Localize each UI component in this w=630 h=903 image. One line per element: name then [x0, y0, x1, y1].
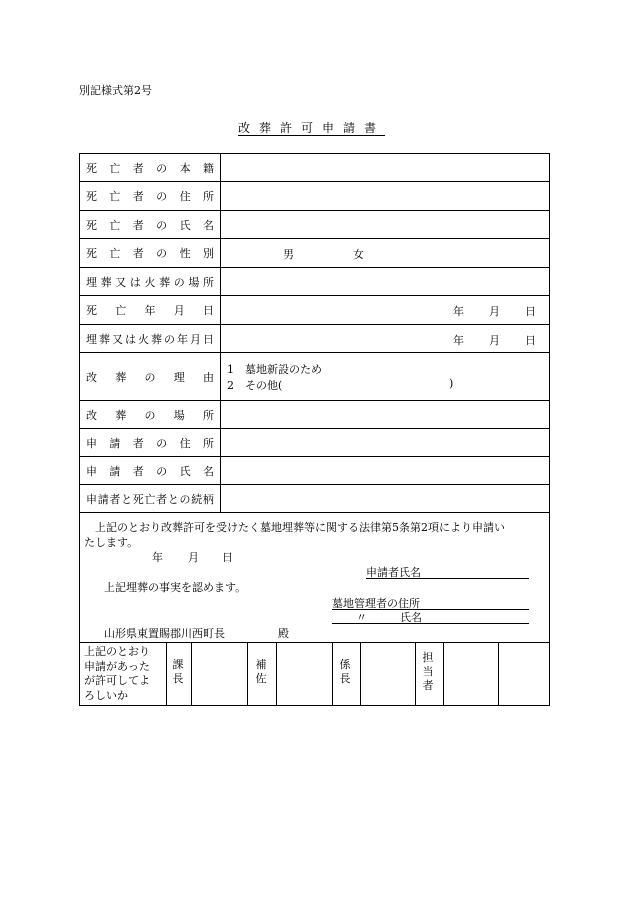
label-relationship: 申 請 者 と 死 亡 者 と の 続 柄: [80, 485, 221, 512]
reason-other-close-paren: ): [449, 377, 454, 390]
field-burial-date[interactable]: [221, 325, 549, 352]
field-relationship[interactable]: [221, 485, 549, 512]
applicant-name-line[interactable]: [366, 578, 529, 579]
burial-date-year: 年: [453, 334, 464, 347]
field-death-date[interactable]: [221, 296, 549, 324]
stamp-box-kakaricho[interactable]: [361, 643, 415, 705]
addressee: 山形県東置賜郡川西町長: [104, 627, 225, 640]
applicant-name-label: 申請者氏名: [366, 566, 421, 579]
row-reburial-place: [80, 401, 549, 429]
field-deceased-sex: [221, 239, 549, 267]
label-deceased-domicile: 死 亡 者 の 本 籍: [80, 154, 221, 181]
row-deceased-domicile: [80, 154, 549, 182]
option-male[interactable]: 男: [283, 248, 294, 261]
label-applicant-address: 申 請 者 の 住 所: [80, 429, 221, 456]
manager-name-line[interactable]: [332, 623, 529, 624]
row-applicant-address: [80, 429, 549, 457]
field-deceased-name[interactable]: [221, 211, 549, 238]
field-applicant-address[interactable]: [221, 429, 549, 456]
ditto-mark: 〃: [356, 611, 367, 624]
label-applicant-name: 申 請 者 の 氏 名: [80, 457, 221, 484]
stamp-box-hosa[interactable]: [277, 643, 332, 705]
label-hosa: 補 佐: [255, 658, 267, 685]
row-deceased-address: [80, 182, 549, 211]
label-death-date: 死 亡 年 月 日: [80, 296, 221, 324]
manager-address-label: 墓地管理者の住所: [332, 597, 420, 610]
stamp-box-tanto-1[interactable]: [444, 643, 498, 705]
row-deceased-name: [80, 211, 549, 239]
row-relationship: [80, 485, 549, 513]
field-burial-place[interactable]: [221, 268, 549, 295]
label-kakaricho: 係 長: [339, 658, 351, 685]
application-form-table: [79, 153, 550, 706]
row-death-date: [80, 296, 549, 325]
field-reburial-place[interactable]: [221, 401, 549, 428]
approval-section: [80, 643, 549, 705]
field-deceased-domicile[interactable]: [221, 154, 549, 181]
form-title: 改葬許可申請書: [238, 121, 386, 135]
burial-date-month: 月: [489, 334, 500, 347]
field-reburial-reason: [221, 353, 549, 400]
declaration-line1: 上記のとおり改葬許可を受けたく墓地埋葬等に関する法律第5条第2項により申請い: [95, 521, 505, 534]
death-date-day: 日: [525, 305, 536, 318]
burial-date-day: 日: [525, 334, 536, 347]
reason-new-cemetery[interactable]: 1 墓地新設のため: [227, 363, 322, 376]
stamp-box-kacho[interactable]: [192, 643, 247, 705]
row-burial-date: [80, 325, 549, 353]
reason-other[interactable]: 2 その他(: [227, 379, 283, 392]
label-deceased-name: 死 亡 者 の 氏 名: [80, 211, 221, 238]
declaration-date-day: 日: [222, 551, 233, 564]
approval-question: 上記のとおり 申請があった が許可してよ ろしいか: [84, 645, 150, 702]
row-burial-place: [80, 268, 549, 296]
row-reburial-reason: [80, 353, 549, 401]
declaration-date-year: 年: [152, 551, 163, 564]
declaration-date-month: 月: [188, 551, 199, 564]
field-applicant-name[interactable]: [221, 457, 549, 484]
field-deceased-address[interactable]: [221, 182, 549, 210]
label-burial-date: 埋 葬 又 は 火 葬 の 年 月 日: [80, 325, 221, 352]
label-reburial-reason: 改 葬 の 理 由: [80, 353, 221, 400]
declaration-line2: たします。: [84, 536, 139, 549]
label-kacho: 課 長: [172, 658, 184, 685]
label-deceased-sex: 死 亡 者 の 性 別: [80, 239, 221, 267]
row-deceased-sex: [80, 239, 549, 268]
stamp-box-tanto-2[interactable]: [499, 643, 549, 705]
death-date-year: 年: [453, 305, 464, 318]
option-female[interactable]: 女: [353, 248, 364, 261]
label-burial-place: 埋 葬 又 は 火 葬 の 場 所: [80, 268, 221, 295]
declaration-section: [80, 513, 549, 643]
label-reburial-place: 改 葬 の 場 所: [80, 401, 221, 428]
manager-name-label: 氏名: [400, 611, 422, 624]
honorific: 殿: [278, 627, 289, 640]
label-tanto: 担 当 者: [422, 651, 434, 692]
label-deceased-address: 死 亡 者 の 住 所: [80, 182, 221, 210]
confirm-text: 上記埋葬の事実を認めます。: [104, 581, 247, 594]
form-number: 別記様式第2号: [79, 84, 152, 97]
row-applicant-name: [80, 457, 549, 485]
death-date-month: 月: [489, 305, 500, 318]
